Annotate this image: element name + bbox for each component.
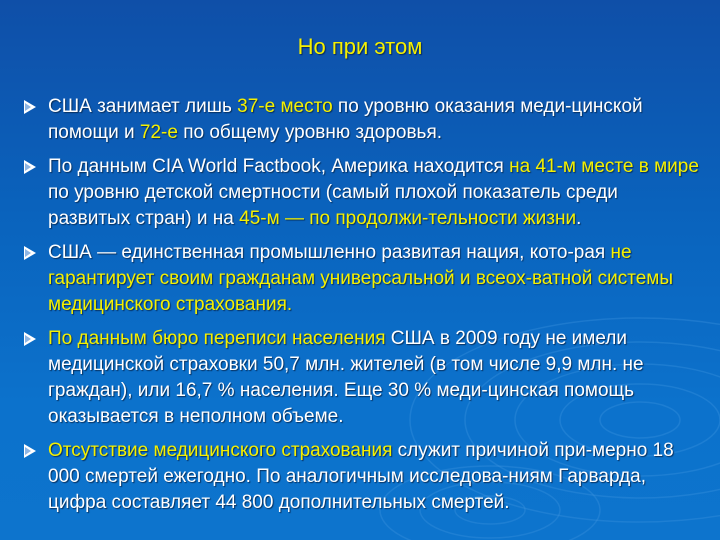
highlighted-text: не гарантирует своим гражданам универсальной и всеох-ватной системы медицинского страхования. xyxy=(48,242,674,315)
bullet-item xyxy=(20,154,700,232)
text-segment: США — единственная промышленно развитая нация, кото-рая xyxy=(48,242,611,263)
highlighted-text: По данным бюро переписи населения xyxy=(48,328,386,349)
highlighted-text: Отсутствие медицинского страхования xyxy=(48,440,393,461)
text-segment: По данным CIA World Factbook, Америка находится xyxy=(48,156,510,177)
arrow-bullet-icon xyxy=(24,100,36,114)
highlighted-text: 37-е место xyxy=(237,96,333,117)
arrow-bullet-icon xyxy=(24,160,36,174)
text-segment: США в 2009 году не имели медицинской страховки 50,7 млн. жителей (в том числе 9,9 млн. не граждан), или 16,7 % населения. Еще 30 % меди-цинская помощь оказывается в неполном объеме. xyxy=(48,328,644,427)
arrow-bullet-icon xyxy=(24,444,36,458)
bullet-item xyxy=(20,438,700,516)
text-segment: по уровню оказания меди-цинской помощи и xyxy=(48,96,643,143)
arrow-bullet-icon xyxy=(24,246,36,260)
highlighted-text: 45-м — по продолжи-тельности жизни xyxy=(239,208,577,229)
bullet-text xyxy=(48,440,674,513)
bullet-text xyxy=(48,328,644,427)
slide-title: Но при этом xyxy=(297,34,423,59)
bullet-item xyxy=(20,240,700,318)
text-segment: по общему уровню здоровья. xyxy=(177,122,443,143)
bullet-list xyxy=(20,94,700,524)
text-segment: по уровню детской смертности (самый плохой показатель среди развитых стран) и на xyxy=(48,182,618,229)
bullet-text xyxy=(48,96,643,143)
arrow-bullet-icon xyxy=(24,332,36,346)
bullet-item xyxy=(20,326,700,430)
highlighted-text: 72-е xyxy=(139,122,178,143)
highlighted-text: на 41-м месте в мире xyxy=(509,156,699,177)
bullet-item xyxy=(20,94,700,146)
text-segment: . xyxy=(576,208,582,229)
text-segment: США занимает лишь xyxy=(48,96,238,117)
bullet-text xyxy=(48,156,699,229)
bullet-text xyxy=(48,242,673,315)
text-segment: служит причиной при-мерно 18 000 смертей ежегодно. По аналогичным исследова-ниям Гарварда, цифра составляет 44 800 дополнительных смертей. xyxy=(48,440,674,513)
